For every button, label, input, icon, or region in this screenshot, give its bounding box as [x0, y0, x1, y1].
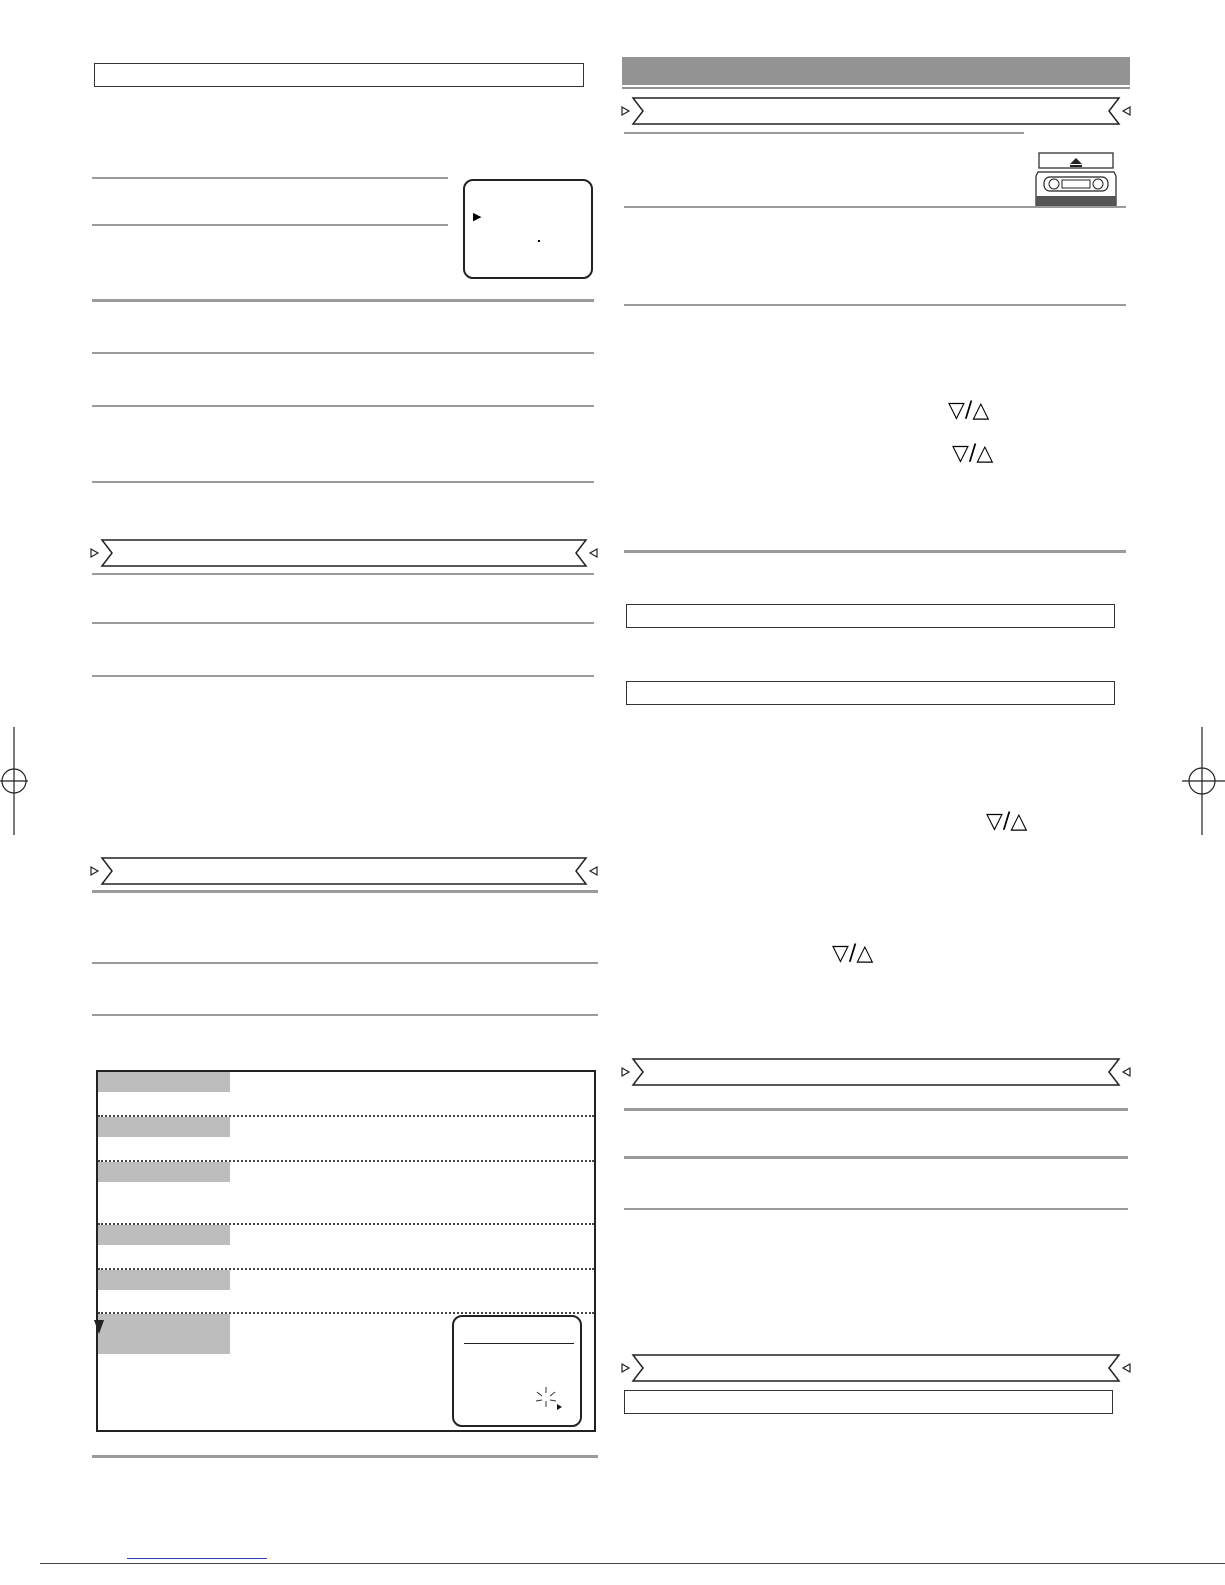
right-heading-box	[626, 604, 1115, 628]
down-up-arrows-icon: ▽/△	[986, 809, 1028, 834]
section-banner	[621, 1058, 1131, 1086]
right-heading-box	[626, 681, 1115, 705]
onscreen-display-illustration	[452, 1315, 582, 1427]
rule	[92, 573, 594, 575]
option-cell	[98, 1117, 230, 1137]
rule	[92, 177, 448, 179]
rule	[92, 224, 448, 226]
onscreen-menu-illustration	[463, 179, 593, 279]
section-banner	[621, 1354, 1131, 1382]
option-cell	[98, 1072, 230, 1092]
rule	[92, 405, 594, 407]
footer-rule	[40, 1563, 1225, 1564]
down-up-arrows-icon: ▽/△	[948, 398, 990, 423]
option-cell	[98, 1270, 230, 1290]
option-cell	[98, 1225, 230, 1245]
section-header-bar	[622, 57, 1130, 85]
options-table	[96, 1070, 596, 1432]
display-rule	[464, 1343, 574, 1344]
rule	[624, 1156, 1128, 1159]
rule	[92, 481, 594, 483]
rule	[92, 622, 594, 624]
rule	[92, 1455, 598, 1458]
crosshair-icon	[1180, 727, 1225, 835]
footer-link-underline	[127, 1558, 267, 1559]
crosshair-icon	[0, 727, 30, 835]
rule	[92, 299, 594, 302]
rule	[92, 890, 598, 893]
section-banner	[90, 539, 598, 567]
section-header-underline	[622, 87, 1130, 89]
rule	[92, 352, 594, 354]
menu-dot	[538, 240, 540, 242]
flow-arrow-icon	[93, 1312, 105, 1336]
rule	[624, 132, 1024, 134]
rule	[624, 206, 1126, 208]
right-bottom-heading-box	[624, 1390, 1113, 1414]
rule	[92, 675, 594, 677]
option-cell	[98, 1314, 230, 1354]
rule	[624, 1208, 1128, 1210]
menu-cursor-icon: ▶	[473, 211, 482, 223]
rule	[624, 550, 1126, 553]
section-banner	[621, 97, 1131, 125]
rule	[92, 1014, 598, 1016]
option-cell	[98, 1162, 230, 1182]
video-cassette-icon	[1034, 152, 1118, 210]
section-banner	[90, 857, 598, 885]
rule	[92, 962, 598, 964]
rule	[624, 1108, 1128, 1111]
rule	[624, 304, 1126, 306]
left-top-heading-box	[94, 63, 584, 87]
down-up-arrows-icon: ▽/△	[952, 441, 994, 466]
down-up-arrows-icon: ▽/△	[832, 941, 874, 966]
flashing-indicator-icon	[534, 1385, 568, 1413]
